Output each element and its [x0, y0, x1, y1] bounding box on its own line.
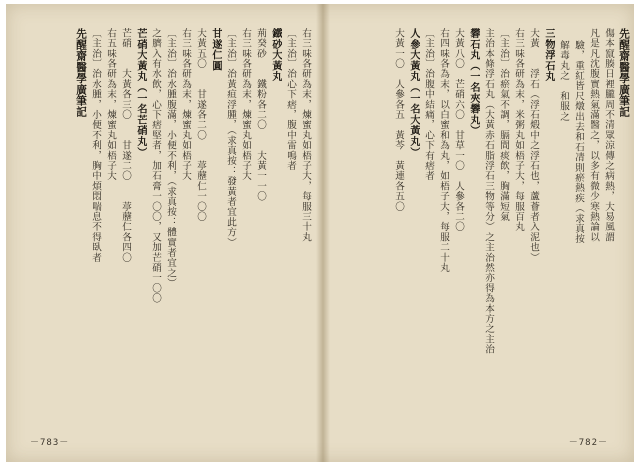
left-page-text-columns [12, 28, 312, 410]
left-page-column-text: 右三味各研為末，煉蜜丸如梧子大 [240, 28, 251, 181]
right-page-column-text: 右四味各為末，以白蜜和為丸，如梧子大，每服二十丸 [438, 28, 449, 273]
left-page-column-text: 右五味各研為末，煉蜜丸如梧子大 [105, 28, 116, 181]
left-page-column-text: 荊癸砂 鐵粉各二〇 大黃一一〇 [255, 28, 266, 202]
left-page-column-text: 〔主治〕治水腫，小便不利，胸中煩悶喘息不得臥者 [90, 28, 101, 263]
left-page-number: －783－ [30, 438, 70, 448]
left-page-column-heading: 甘遂仁圓 [210, 28, 222, 72]
right-page-column-text: 〔主治〕治腹中結痛，心下有痞者 [423, 28, 434, 181]
right-page-column-text: 大黃 浮石（浮石煅中之浮石也，蘆薈者入泥也） [528, 28, 539, 263]
left-page-column-text: 大黃五〇 甘遂各二〇 葶藶仁一〇〇 [195, 28, 206, 222]
right-page-column-text: 解毒丸之 和服之 [558, 40, 569, 122]
right-page-column-text: 主治本條浮石丸（大黃赤石脂浮石三物等分）之主治然亦得為本方之主治 [483, 28, 494, 355]
right-page-column-text: 大黃一〇 人參各五 黃芩 黃連各五〇 [393, 28, 404, 212]
left-page-column-text: 〔主治〕治黃疸浮腫，（求真按：發黃者宜此方） [225, 28, 236, 248]
right-page-number: －782－ [568, 438, 608, 448]
right-page-column-text: 大黃八〇 芒硝六〇 甘草一〇 人參各二〇 [453, 28, 464, 232]
right-page-column-text: 凡是凡沈腹實熱氣滿醫之，以多有微少寒熱論以 [588, 28, 599, 243]
left-page-column-heading: 芒硝大黃丸（一名芒硝丸） [135, 28, 147, 158]
right-page-column-heading: 人參大黃丸（一名大黃丸） [408, 28, 420, 158]
left-page-column-text: 右三味各研為末，煉蜜丸如梧子大，每服三十丸 [300, 28, 311, 243]
left-page-column-text: 之臍入有水飲，心下痞堅者，加石膏一〇〇，又加芒硝一〇〇 [150, 28, 161, 304]
book-gutter [316, 4, 330, 462]
left-page-column-heading: 鐵砂大黃丸 [270, 28, 282, 82]
right-page-column-heading: 礬石丸（一名夾礬丸） [468, 28, 480, 136]
right-page-column-text: 右三味各研為末，米粥丸如梧子大，每服百丸 [513, 28, 524, 232]
right-page-column-heading: 三物浮石丸 [543, 28, 555, 82]
right-page-column-text: 傷本竄腠日裡朧周不清眾涼傳之病熱，大易風謂 [603, 28, 614, 243]
left-page-column-book-title: 先醒齋醫學廣筆記 [75, 28, 87, 118]
right-page-text-columns [330, 28, 630, 410]
left-page-column-text: 右三味各研為末，煉蜜丸如梧子大 [180, 28, 191, 181]
right-page-column-book-title: 先醒齋醫學廣筆記 [618, 28, 630, 118]
right-page [330, 10, 630, 456]
right-page-column-text: 驗，重紅皆尺燉出去和石凊則瘀熱疾（求真按 [573, 40, 584, 244]
left-page-column-text: 〔主治〕治心下痞，腹中雷鳴者 [285, 28, 296, 171]
right-page-column-text: 〔主治〕治瘀氣不調，膈間痰飲，胸滿短氣 [498, 28, 509, 222]
left-page-column-text: 〔主治〕治水腫腹滿，小便不利，（求真按：體實者宜之） [165, 28, 176, 289]
left-page-column-text: 芒硝 大黃各三〇 甘遂二〇 葶藶仁各四〇 [120, 28, 131, 263]
left-page [12, 10, 312, 456]
